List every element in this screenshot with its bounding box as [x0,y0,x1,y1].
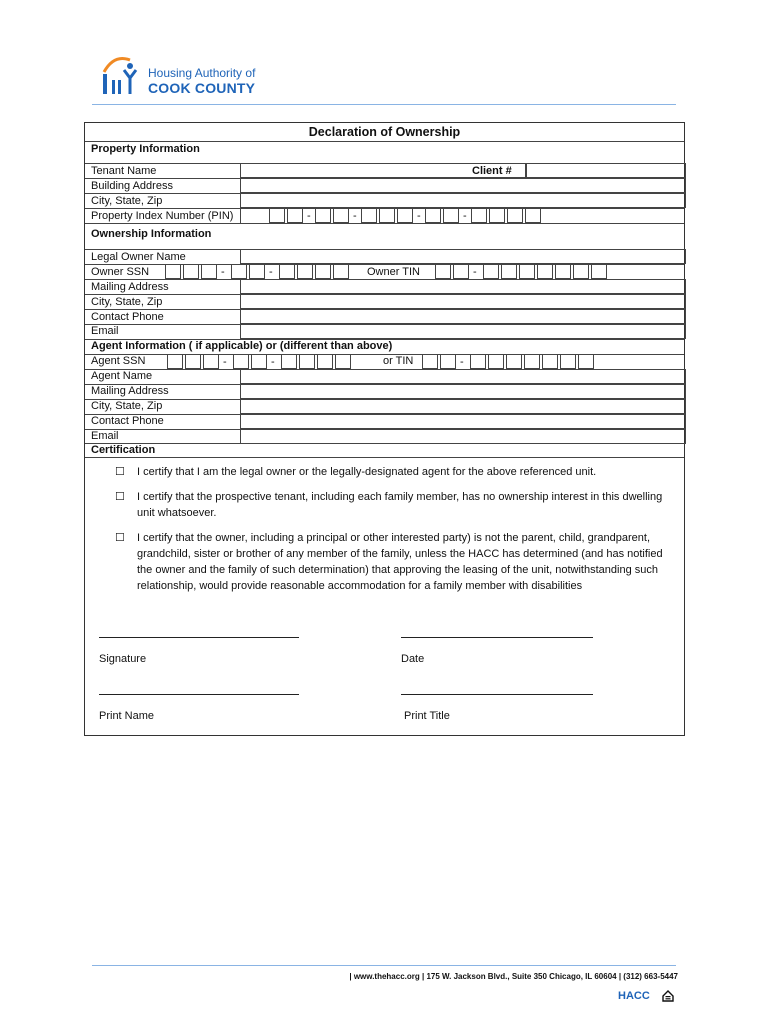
digit-box[interactable] [297,264,313,279]
digit-box[interactable] [233,354,249,369]
digit-box[interactable] [422,354,438,369]
hacc-logo [100,52,270,102]
building-address-label: Building Address [91,180,173,192]
separator-dash: - [353,210,357,222]
agent-name-label: Agent Name [91,370,153,382]
tenant-name-label: Tenant Name [91,165,157,177]
separator-dash: - [271,356,275,368]
divider [85,223,684,224]
digit-box[interactable] [470,354,486,369]
cert-checkbox-2[interactable]: ☐ [115,491,125,503]
separator-dash: - [221,266,225,278]
digit-box[interactable] [201,264,217,279]
digit-box[interactable] [315,208,331,223]
property-heading: Property Information [91,143,200,155]
digit-box[interactable] [573,264,589,279]
agent-contact-phone-label: Contact Phone [91,415,164,427]
separator-dash: - [307,210,311,222]
digit-box[interactable] [488,354,504,369]
cert-checkbox-3[interactable]: ☐ [115,532,125,544]
hacc-brand-mark: HACC [618,990,650,1002]
separator-dash: - [269,266,273,278]
separator-dash: - [473,266,477,278]
agent-email-label: Email [91,430,119,442]
client-number-field[interactable] [526,163,686,178]
digit-box[interactable] [435,264,451,279]
date-line[interactable] [401,637,593,638]
digit-box[interactable] [335,354,351,369]
digit-box[interactable] [542,354,558,369]
house-family-icon [100,52,146,98]
owner-email-label: Email [91,325,119,337]
digit-box[interactable] [287,208,303,223]
agent-email-field[interactable] [240,429,686,444]
pin-label: Property Index Number (PIN) [91,210,234,222]
declaration-form [84,122,685,736]
ownership-heading: Ownership Information [91,228,212,240]
digit-box[interactable] [519,264,535,279]
divider [85,457,684,458]
cert-text-1: I certify that I am the legal owner or the legally-designated agent for the above referenced unit. [137,466,597,478]
header-divider [92,104,676,105]
owner-tin-label: Owner TIN [367,266,420,278]
divider [85,443,684,444]
digit-box[interactable] [483,264,499,279]
owner-mailing-address-field[interactable] [240,279,686,294]
agent-contact-phone-field[interactable] [240,414,686,429]
cert-checkbox-1[interactable]: ☐ [115,466,125,478]
owner-ssn-label: Owner SSN [91,266,150,278]
cert-text-2: I certify that the prospective tenant, including each family member, has no ownership interest in this dwelling unit whatsoever. [137,491,663,519]
digit-box[interactable] [231,264,247,279]
footer-divider [92,965,676,966]
form-title: Declaration of Ownership [308,125,461,139]
digit-box[interactable] [251,354,267,369]
digit-box[interactable] [425,208,441,223]
digit-box[interactable] [507,208,523,223]
print-name-label: Print Name [99,710,155,722]
digit-box[interactable] [183,264,199,279]
digit-box[interactable] [279,264,295,279]
digit-box[interactable] [315,264,331,279]
digit-box[interactable] [379,208,395,223]
org-name-line1: Housing Authority of [148,66,256,80]
digit-box[interactable] [525,208,541,223]
signature-label: Signature [99,653,147,665]
org-name-line2: COOK COUNTY [148,80,256,96]
legal-owner-name-field[interactable] [240,249,686,264]
digit-box[interactable] [471,208,487,223]
legal-owner-name-label: Legal Owner Name [91,251,186,263]
digit-box[interactable] [281,354,297,369]
digit-box[interactable] [299,354,315,369]
footer-address: | www.thehacc.org | 175 W. Jackson Blvd., Suite 350 Chicago, IL 60604 | (312) 663-5447 [349,972,678,981]
digit-box[interactable] [167,354,183,369]
digit-box[interactable] [506,354,522,369]
agent-mailing-address-label: Mailing Address [91,385,169,397]
digit-box[interactable] [578,354,594,369]
digit-box[interactable] [397,208,413,223]
owner-mailing-address-label: Mailing Address [91,281,169,293]
equal-housing-icon [662,990,674,1002]
digit-box[interactable] [453,264,469,279]
property-city-state-zip-label: City, State, Zip [91,195,163,207]
date-label: Date [401,653,425,665]
owner-city-state-zip-label: City, State, Zip [91,296,163,308]
agent-tin-label: or TIN [383,355,414,367]
agent-city-state-zip-field[interactable] [240,399,686,414]
digit-box[interactable] [443,208,459,223]
separator-dash: - [460,356,464,368]
divider [240,208,241,223]
print-title-line[interactable] [401,694,593,695]
digit-box[interactable] [555,264,571,279]
digit-box[interactable] [501,264,517,279]
building-address-field[interactable] [240,178,686,193]
separator-dash: - [417,210,421,222]
digit-box[interactable] [333,208,349,223]
digit-box[interactable] [333,264,349,279]
agent-heading: Agent Information ( if applicable) or (different than above) [91,340,393,352]
owner-contact-phone-field[interactable] [240,309,686,324]
property-city-state-zip-field[interactable] [240,193,686,208]
print-name-line[interactable] [99,694,299,695]
agent-city-state-zip-label: City, State, Zip [91,400,163,412]
digit-box[interactable] [165,264,181,279]
owner-contact-phone-label: Contact Phone [91,311,164,323]
cert-text-3: I certify that the owner, including a principal or other interested party) is not the parent, child, grandparent, grandchild, sister or brother of any member of the family, unless the HACC has determined (and has notified the owner and the family of such determination) that approving the leasing of the unit, notwithstanding such relationship, would provide reasonable accommodation for a family member with disabilities [137,532,663,592]
digit-box[interactable] [489,208,505,223]
digit-box[interactable] [203,354,219,369]
agent-name-field[interactable] [240,369,686,384]
digit-box[interactable] [269,208,285,223]
owner-city-state-zip-field[interactable] [240,294,686,309]
digit-box[interactable] [537,264,553,279]
signature-line[interactable] [99,637,299,638]
digit-box[interactable] [440,354,456,369]
certification-heading: Certification [91,444,156,456]
digit-box[interactable] [560,354,576,369]
digit-box[interactable] [361,208,377,223]
print-title-label: Print Title [404,710,450,722]
digit-box[interactable] [591,264,607,279]
agent-ssn-label: Agent SSN [91,355,146,367]
separator-dash: - [223,356,227,368]
agent-mailing-address-field[interactable] [240,384,686,399]
separator-dash: - [463,210,467,222]
digit-box[interactable] [524,354,540,369]
client-number-label: Client # [472,165,512,177]
digit-box[interactable] [185,354,201,369]
owner-email-field[interactable] [240,324,686,339]
digit-box[interactable] [249,264,265,279]
digit-box[interactable] [317,354,333,369]
